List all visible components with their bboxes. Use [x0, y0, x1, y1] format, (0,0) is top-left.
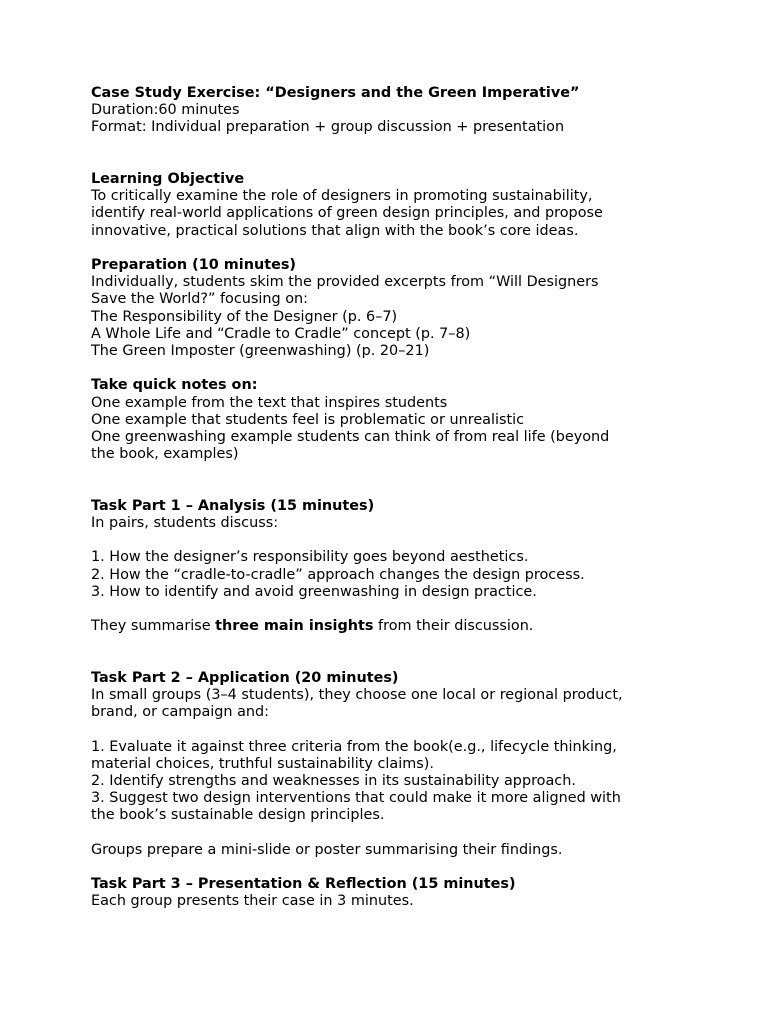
quick-notes-item: One greenwashing example students can think of from real life (beyond [91, 429, 610, 446]
task1-item: 2. How the “cradle-to-cradle” approach changes the design process. [91, 566, 585, 583]
quick-notes-heading: Take quick notes on: [91, 377, 258, 394]
task2-intro-line: In small groups (3–4 students), they choose one local or regional product, [91, 687, 623, 703]
task2-item: 1. Evaluate it against three criteria from the book(e.g., lifecycle thinking, [91, 738, 617, 755]
task2-item: 2. Identify strengths and weaknesses in its sustainability approach. [91, 773, 576, 789]
preparation-item: A Whole Life and “Cradle to Cradle” concept (p. 7–8) [91, 325, 471, 342]
duration-line: Duration:60 minutes [91, 102, 240, 119]
quick-notes-item: the book, examples) [91, 446, 239, 463]
learning-objective-line: innovative, practical solutions that align with the book’s core ideas. [91, 222, 579, 239]
learning-objective-line: identify real-world applications of green design principles, and propose [91, 205, 603, 222]
task1-summary-suffix: from their discussion. [373, 618, 534, 635]
format-line: Format: Individual preparation + group discussion + presentation [91, 119, 565, 136]
task1-summary-emphasis: three main insights [215, 618, 374, 635]
task1-heading: Task Part 1 – Analysis (15 minutes) [91, 497, 375, 514]
task2-item: 3. Suggest two design interventions that could make it more aligned with [91, 790, 621, 807]
preparation-heading: Preparation (10 minutes) [91, 257, 296, 273]
task2-closing: Groups prepare a mini-slide or poster summarising their findings. [91, 841, 563, 858]
task1-item: 1. How the designer’s responsibility goes beyond aesthetics. [91, 549, 529, 566]
task1-item: 3. How to identify and avoid greenwashing in design practice. [91, 583, 537, 600]
task2-intro-line: brand, or campaign and: [91, 704, 270, 721]
preparation-intro-line: Save the World?” focusing on: [91, 291, 308, 308]
task1-summary-prefix: They summarise [91, 618, 216, 635]
preparation-item: The Responsibility of the Designer (p. 6–7) [91, 308, 398, 325]
task2-heading: Task Part 2 – Application (20 minutes) [91, 669, 399, 686]
preparation-item: The Green Imposter (greenwashing) (p. 20–21) [91, 343, 430, 360]
learning-objective-line: To critically examine the role of designers in promoting sustainability, [91, 188, 593, 205]
preparation-intro-line: Individually, students skim the provided excerpts from “Will Designers [91, 274, 599, 291]
task1-intro: In pairs, students discuss: [91, 515, 279, 532]
learning-objective-heading: Learning Objective [91, 171, 245, 187]
document-page [91, 85, 711, 911]
task2-item: material choices, truthful sustainability claims). [91, 755, 434, 772]
task3-intro: Each group presents their case in 3 minutes. [91, 893, 414, 910]
task3-heading: Task Part 3 – Presentation & Reflection (15 minutes) [91, 876, 516, 893]
document-title: Case Study Exercise: “Designers and the Green Imperative” [91, 85, 580, 101]
task2-item: the book’s sustainable design principles. [91, 807, 385, 824]
quick-notes-item: One example from the text that inspires students [91, 394, 448, 411]
quick-notes-item: One example that students feel is problematic or unrealistic [91, 411, 525, 428]
task1-summary [91, 618, 711, 635]
